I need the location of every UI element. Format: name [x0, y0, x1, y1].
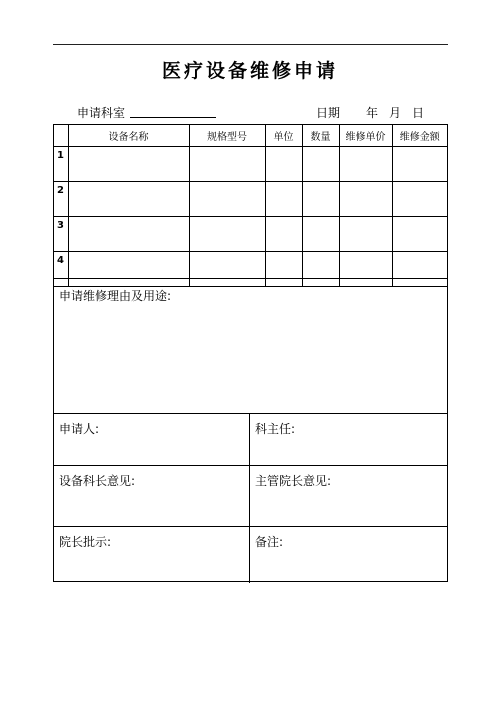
- top-rule: [53, 44, 448, 45]
- column-header: 数量: [302, 125, 339, 147]
- table-row: [54, 217, 447, 252]
- table-cell[interactable]: [189, 182, 265, 217]
- opinion-section: [54, 465, 447, 526]
- row-number: 4: [54, 252, 68, 287]
- table-cell[interactable]: [392, 182, 447, 217]
- table-cell[interactable]: [339, 182, 392, 217]
- column-header: 设备名称: [68, 125, 189, 147]
- approval-section: [54, 526, 447, 582]
- column-header: 维修单价: [339, 125, 392, 147]
- column-divider: [249, 466, 250, 527]
- table-cell[interactable]: [68, 217, 189, 252]
- repair-form: [53, 124, 448, 582]
- row-number: 2: [54, 182, 68, 217]
- table-cell[interactable]: [302, 182, 339, 217]
- table-cell[interactable]: [265, 182, 302, 217]
- month-label: 月: [389, 106, 402, 120]
- day-label: 日: [412, 106, 425, 120]
- column-header: 维修金额: [392, 125, 447, 147]
- table-cell[interactable]: [392, 147, 447, 182]
- column-divider: [249, 414, 250, 466]
- dept-label: 申请科室: [77, 106, 126, 120]
- year-label: 年: [366, 106, 379, 120]
- equipment-head-label: 设备科长意见:: [59, 474, 136, 488]
- table-cell[interactable]: [189, 147, 265, 182]
- row-number: 1: [54, 147, 68, 182]
- table-cell[interactable]: [68, 147, 189, 182]
- table-row: [54, 182, 447, 217]
- column-divider: [249, 527, 250, 583]
- equipment-table: [54, 125, 447, 287]
- row-number: 3: [54, 217, 68, 252]
- applicant-section: [54, 413, 447, 465]
- reason-label: 申请维修理由及用途:: [59, 289, 172, 303]
- date-label: 日期: [316, 106, 341, 120]
- table-cell[interactable]: [68, 182, 189, 217]
- column-header: 单位: [265, 125, 302, 147]
- form-title: 医疗设备维修申请: [161, 60, 338, 82]
- applicant-label: 申请人:: [59, 422, 100, 436]
- table-cell[interactable]: [265, 217, 302, 252]
- table-cell[interactable]: [392, 217, 447, 252]
- president-label: 院长批示:: [59, 535, 112, 549]
- table-header-row: [54, 125, 447, 147]
- director-label: 科主任:: [255, 422, 296, 436]
- table-cell[interactable]: [339, 217, 392, 252]
- table-cell[interactable]: [189, 217, 265, 252]
- table-cell[interactable]: [265, 147, 302, 182]
- table-cell[interactable]: [339, 147, 392, 182]
- column-header: 规格型号: [189, 125, 265, 147]
- vp-label: 主管院长意见:: [255, 474, 332, 488]
- remarks-label: 备注:: [255, 535, 284, 549]
- table-row: [54, 147, 447, 182]
- table-cell[interactable]: [302, 147, 339, 182]
- column-header: [54, 125, 68, 147]
- table-cell[interactable]: [302, 217, 339, 252]
- reason-section[interactable]: [54, 278, 447, 413]
- dept-field[interactable]: [130, 117, 216, 118]
